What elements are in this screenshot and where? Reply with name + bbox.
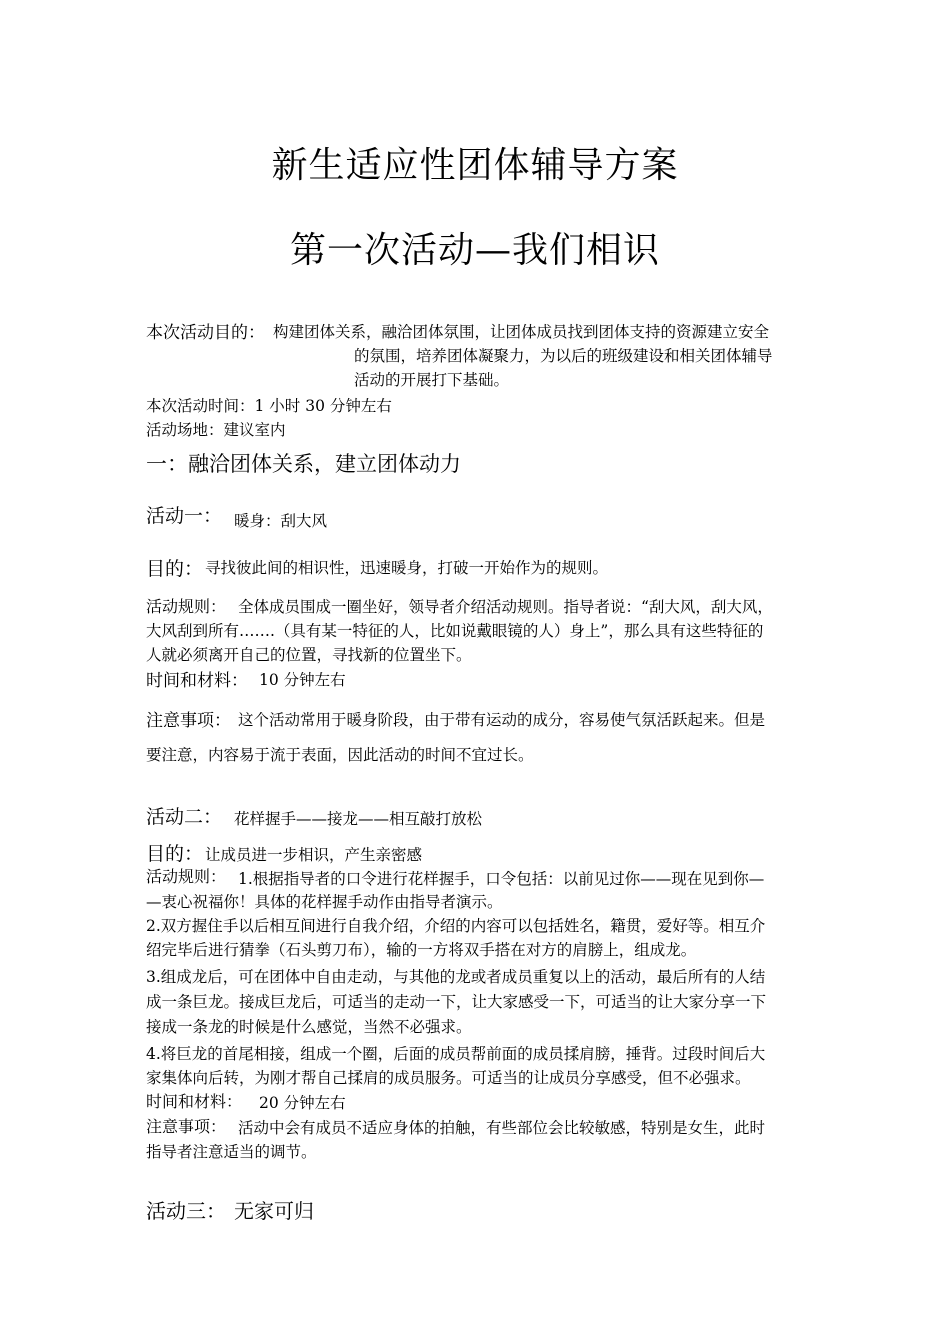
activity2-notes-label: 注意事项： <box>146 1117 227 1136</box>
activity2-step-line: 绍完毕后进行猜拳（石头剪刀布），输的一方将双手搭在对方的肩膀上，组成龙。 <box>146 941 697 959</box>
activity2-goal: 让成员进一步相识，产生亲密感 <box>205 846 423 864</box>
activity1-rules-line: 人就必须离开自己的位置，寻找新的位置坐下。 <box>146 646 472 664</box>
activity1-notes-label: 注意事项： <box>146 711 231 731</box>
activity2-rules-line: —衷心祝福你！具体的花样握手动作由指导者演示。 <box>146 893 503 911</box>
activity1-label: 活动一： <box>146 505 223 527</box>
activity1-goal-label: 目的： <box>146 558 204 580</box>
activity1-time-label: 时间和材料： <box>146 671 248 691</box>
activity-venue: 活动场地：建议室内 <box>146 421 286 439</box>
activity2-notes-line: 指导者注意适当的调节。 <box>146 1143 317 1161</box>
activity1-goal: 寻找彼此间的相识性，迅速暖身，打破一开始作为的规则。 <box>205 559 609 577</box>
activity3-name: 无家可归 <box>234 1199 314 1223</box>
activity1-time: 10 分钟左右 <box>259 671 346 689</box>
section-heading: 一：融洽团体关系，建立团体动力 <box>146 452 461 476</box>
activity2-step-line: 4.将巨龙的首尾相接，组成一个圈，后面的成员帮前面的成员揉肩膀，捶背。过段时间后大 <box>146 1045 766 1063</box>
activity1-rules-line: 大风刮到所有…….（具有某一特征的人，比如说戴眼镜的人）身上”，那么具有这些特征的 <box>146 622 764 640</box>
activity2-step-line: 接成一条龙的时候是什么感觉，当然不必强求。 <box>146 1018 472 1036</box>
activity1-rules-label: 活动规则： <box>146 597 227 616</box>
activity2-time-label: 时间和材料： <box>146 1092 243 1111</box>
sub-title: 第一次活动—我们相识 <box>289 230 660 271</box>
activity-time: 本次活动时间：1 小时 30 分钟左右 <box>146 397 392 415</box>
activity1-rules-line: 全体成员围成一圈坐好，领导者介绍活动规则。指导者说：“刮大风，刮大风， <box>238 598 773 616</box>
activity1-notes-line: 要注意，内容易于流于表面，因此活动的时间不宜过长。 <box>146 746 534 764</box>
purpose-line: 活动的开展打下基础。 <box>354 371 510 389</box>
purpose-line: 的氛围，培养团体凝聚力，为以后的班级建设和相关团体辅导 <box>354 347 773 365</box>
activity2-rules-label: 活动规则： <box>146 867 227 886</box>
activity2-time: 20 分钟左右 <box>259 1094 346 1112</box>
activity1-name: 暖身：刮大风 <box>234 512 328 530</box>
activity2-goal-label: 目的： <box>146 843 204 865</box>
activity2-rules-line: 1.根据指导者的口令进行花样握手，口令包括：以前见过你——现在见到你— <box>238 870 765 888</box>
activity2-label: 活动二： <box>146 806 223 828</box>
activity2-notes-line: 活动中会有成员不适应身体的拍触，有些部位会比较敏感，特别是女生，此时 <box>238 1119 766 1137</box>
purpose-label: 本次活动目的： <box>146 323 265 343</box>
purpose-line: 构建团体关系，融洽团体氛围，让团体成员找到团体支持的资源建立安全 <box>273 323 770 341</box>
activity2-name: 花样握手——接龙——相互敲打放松 <box>234 810 483 828</box>
activity1-notes-line: 这个活动常用于暖身阶段，由于带有运动的成分，容易使气氛活跃起来。但是 <box>238 711 766 729</box>
activity3-label: 活动三： <box>146 1199 226 1223</box>
activity2-step-line: 家集体向后转，为刚才帮自己揉肩的成员服务。可适当的让成员分享感受，但不必强求。 <box>146 1069 751 1087</box>
activity2-step-line: 2.双方握住手以后相互间进行自我介绍，介绍的内容可以包括姓名，籍贯，爱好等。相互介 <box>146 917 766 935</box>
activity2-step-line: 成一条巨龙。接成巨龙后，可适当的走动一下，让大家感受一下，可适当的让大家分享一下 <box>146 993 767 1011</box>
activity2-step-line: 3.组成龙后，可在团体中自由走动，与其他的龙或者成员重复以上的活动，最后所有的人结 <box>146 968 766 986</box>
main-title: 新生适应性团体辅导方案 <box>271 145 679 186</box>
